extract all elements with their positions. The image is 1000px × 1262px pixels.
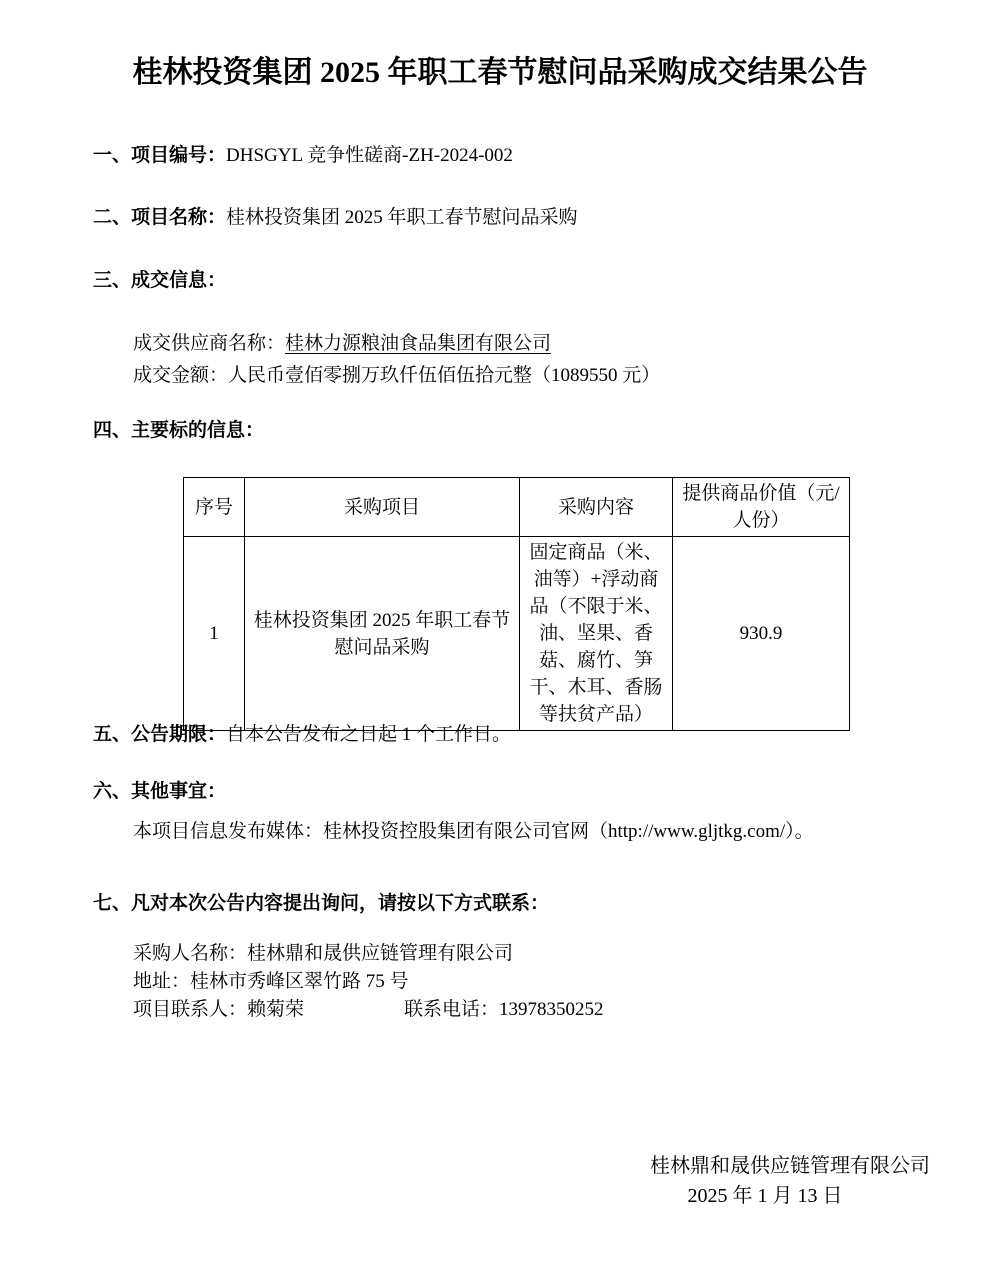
table-cell-seq: 1: [184, 537, 245, 731]
amount-line: [133, 363, 660, 390]
table-header-value: 提供商品价值（元/人份）: [673, 478, 850, 537]
table-header-content: 采购内容: [520, 478, 673, 537]
supplier-name: 桂林力源粮油食品集团有限公司: [285, 333, 552, 354]
table-cell-value: 930.9: [673, 537, 850, 731]
section-notice-period: [93, 722, 511, 749]
project-name-label: 二、项目名称：: [93, 207, 227, 228]
table-cell-content: 固定商品（米、油等）+浮动商品（不限于米、油、坚果、香菇、腐竹、笋干、木耳、香肠等扶贫产品）: [520, 537, 673, 731]
table-header-row: [184, 478, 850, 537]
project-name-value: 桂林投资集团 2025 年职工春节慰问品采购: [226, 207, 578, 228]
section-subject-info-heading: 四、主要标的信息：: [93, 420, 265, 441]
contact-phone: 联系电话：13978350252: [404, 999, 604, 1020]
supplier-line: [133, 331, 551, 358]
table-row: [184, 537, 850, 731]
address-line: 地址：桂林市秀峰区翠竹路 75 号: [133, 971, 409, 992]
signature-date: 2025 年 1 月 13 日: [687, 1185, 843, 1207]
amount-label: 成交金额：: [133, 365, 229, 386]
table-cell-project: 桂林投资集团 2025 年职工春节慰问品采购: [245, 537, 520, 731]
contact-person: 项目联系人：赖菊荣: [133, 999, 305, 1020]
table-header-project: 采购项目: [245, 478, 520, 537]
page-title: 桂林投资集团 2025 年职工春节慰问品采购成交结果公告: [132, 56, 868, 89]
amount-value: 人民币壹佰零捌万玖仟伍佰伍拾元整（1089550 元）: [228, 365, 661, 386]
subject-info-table: [183, 477, 850, 731]
section-inquiry-heading: 七、凡对本次公告内容提出询问，请按以下方式联系：: [93, 893, 550, 914]
table-header-seq: 序号: [184, 478, 245, 537]
section-other-matters-heading: 六、其他事宜：: [93, 781, 227, 802]
purchaser-line: 采购人名称：桂林鼎和晟供应链管理有限公司: [133, 943, 514, 964]
signature-company: 桂林鼎和晟供应链管理有限公司: [650, 1155, 930, 1177]
contact-line: [133, 997, 604, 1024]
media-line: 本项目信息发布媒体：桂林投资控股集团有限公司官网（http://www.gljtkg.com/）。: [133, 821, 814, 842]
project-number-label: 一、项目编号：: [93, 145, 227, 166]
signature-block: [640, 1151, 940, 1211]
supplier-label: 成交供应商名称：: [133, 333, 286, 354]
section-project-number: [93, 143, 513, 170]
project-number-value: DHSGYL 竞争性磋商-ZH-2024-002: [226, 145, 513, 166]
section-award-info-heading: 三、成交信息：: [93, 270, 227, 291]
notice-period-value: 自本公告发布之日起 1 个工作日。: [226, 724, 512, 745]
notice-period-label: 五、公告期限：: [93, 724, 227, 745]
section-project-name: [93, 205, 578, 232]
